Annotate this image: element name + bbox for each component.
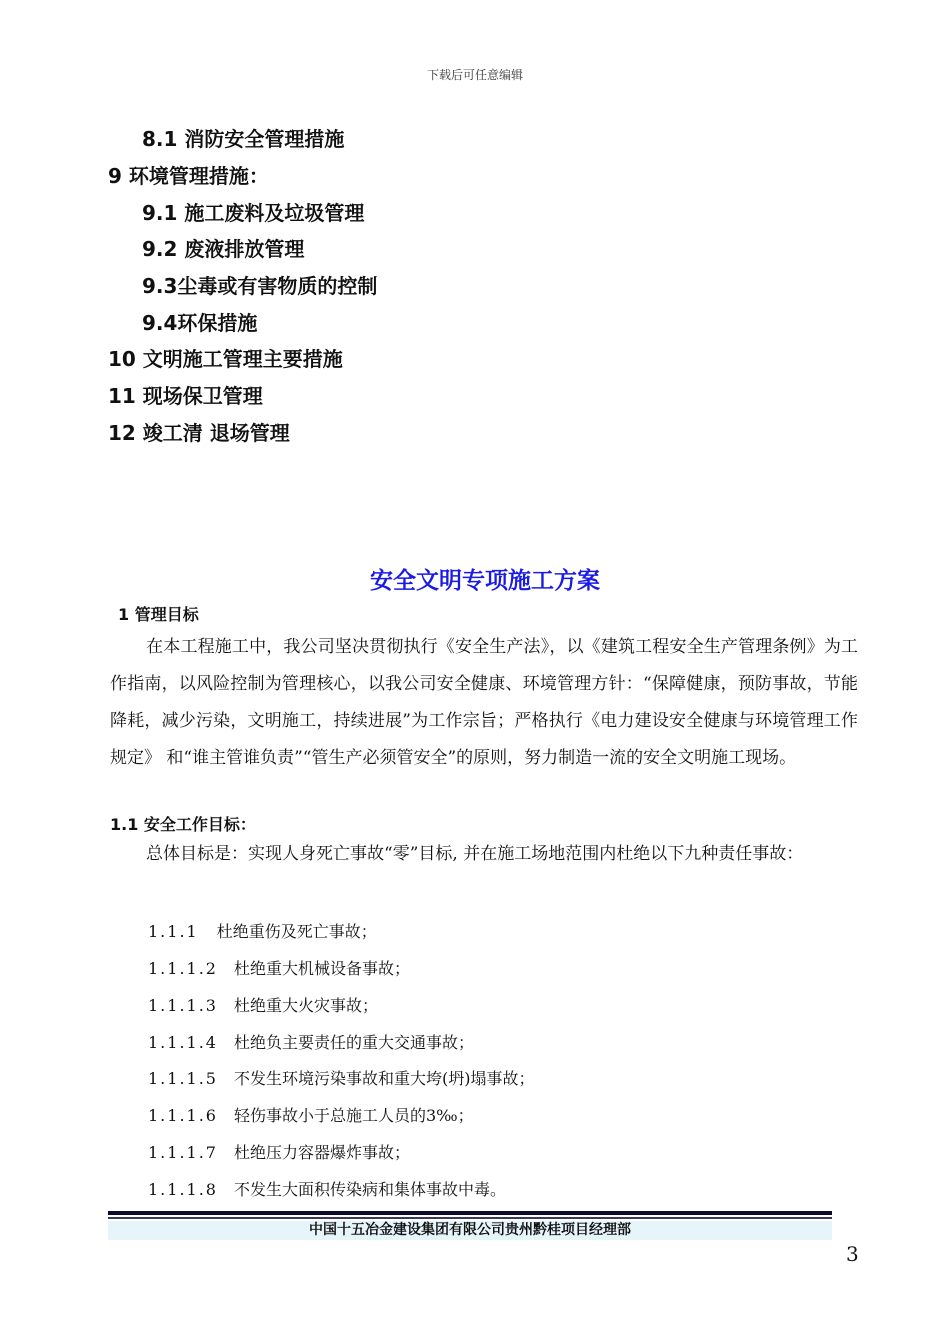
list-item	[148, 993, 378, 1016]
footer-company: 中国十五冶金建设集团有限公司贵州黔桂项目经理部	[309, 1222, 631, 1238]
list-item-number: 1.1.1.6	[148, 1106, 218, 1125]
list-item-text: 不发生环境污染事故和重大垮(坍)塌事故；	[233, 1069, 535, 1088]
list-item-text: 杜绝负主要责任的重大交通事故；	[233, 1033, 474, 1052]
list-item-text: 杜绝压力容器爆炸事故；	[233, 1143, 410, 1162]
page-number: 3	[846, 1242, 859, 1266]
header-note: 下载后可任意编辑	[426, 68, 523, 82]
toc-entry: 12 竣工清 退场管理	[108, 421, 290, 445]
subsection-paragraph	[110, 836, 858, 873]
toc-entry: 9.3尘毒或有害物质的控制	[142, 274, 378, 298]
list-item-text: 杜绝重大机械设备事故；	[233, 959, 410, 978]
list-item-text: 杜绝重大火灾事故；	[233, 996, 378, 1015]
section-paragraph-text: 在本工程施工中，我公司坚决贯彻执行《安全生产法》，以《建筑工程安全生产管理条例》为工作指南，以风险控制为管理核心，以我公司安全健康、环境管理方针：“保障健康，预防事故，节能降耗，减少污染，文明施工，持续进展”为工作宗旨；严格执行《电力建设安全健康与环境管理工作规定》 和“谁主管谁负责”“管生产必须管安全”的原则，努力制造一流的安全文明施工现场。	[110, 637, 858, 768]
toc-entry: 11 现场保卫管理	[108, 384, 263, 408]
list-item-number: 1.1.1.3	[148, 996, 218, 1015]
toc-entry: 9 环境管理措施：	[108, 164, 269, 188]
list-item	[148, 1066, 534, 1089]
list-item-number: 1.1.1.5	[148, 1069, 218, 1088]
section-paragraph	[110, 629, 858, 777]
toc-entry: 9.2 废液排放管理	[142, 237, 305, 261]
list-item-number: 1.1.1	[148, 922, 199, 941]
list-item-number: 1.1.1.4	[148, 1033, 218, 1052]
footer-rule-thick	[108, 1211, 832, 1215]
toc-entry: 9.4环保措施	[142, 311, 258, 335]
list-item-number: 1.1.1.8	[148, 1180, 218, 1199]
list-item	[148, 956, 410, 979]
subsection-paragraph-text: 总体目标是：实现人身死亡事故“零”目标, 并在施工场地范围内杜绝以下九种责任事故：	[146, 844, 804, 864]
list-item-text: 不发生大面积传染病和集体事故中毒。	[233, 1180, 506, 1199]
list-item-number: 1.1.1.7	[148, 1143, 218, 1162]
list-item	[148, 1140, 410, 1163]
document-title: 安全文明专项施工方案	[370, 568, 600, 594]
list-item	[148, 1103, 474, 1126]
list-item	[148, 1030, 474, 1053]
footer-rule-thin	[108, 1217, 832, 1219]
subsection-heading: 1.1 安全工作目标：	[110, 815, 256, 834]
toc-entry: 9.1 施工废料及垃圾管理	[142, 201, 365, 225]
list-item	[148, 919, 377, 942]
list-item	[148, 1177, 506, 1200]
toc-entry: 8.1 消防安全管理措施	[142, 127, 345, 151]
list-item-text: 杜绝重伤及死亡事故；	[216, 922, 377, 941]
list-item-number: 1.1.1.2	[148, 959, 218, 978]
list-item-text: 轻伤事故小于总施工人员的3‰；	[233, 1106, 474, 1125]
section-heading: 1 管理目标	[118, 605, 199, 624]
toc-entry: 10 文明施工管理主要措施	[108, 347, 343, 371]
